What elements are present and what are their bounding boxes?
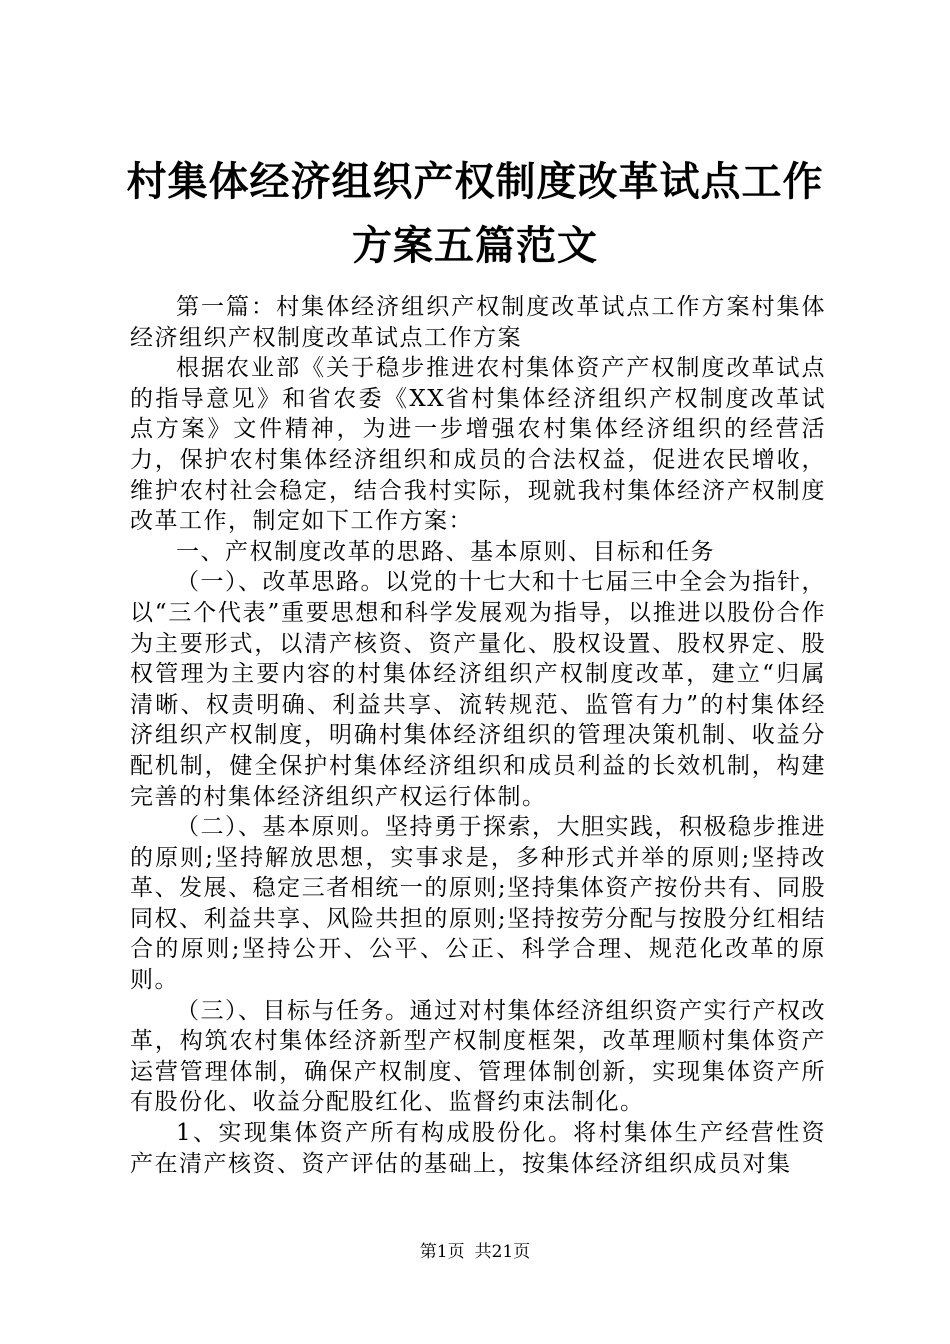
paragraph: 第一篇：村集体经济组织产权制度改革试点工作方案村集体经济组织产权制度改革试点工作方案 <box>130 294 826 351</box>
paragraph: 一、产权制度改革的思路、基本原则、目标和任务 <box>176 538 715 565</box>
paragraph: 1、实现集体资产所有构成股份化。将村集体生产经营性资产在清产核资、资产评估的基础上，按集体经济组织成员对集 <box>130 1120 826 1177</box>
page-footer <box>0 1240 950 1264</box>
document-title: 村集体经济组织产权制度改革试点工作方案五篇范文 <box>126 159 824 269</box>
page-number: 第1页 <box>419 1242 465 1262</box>
document-body <box>130 292 826 1179</box>
paragraph: （一）、改革思路。以党的十七大和十七届三中全会为指针，以“三个代表”重要思想和科学发展观为指导，以推进以股份合作为主要形式，以清产核资、资产量化、股权设置、股权界定、股权管理为主要内容的村集体经济组织产权制度改革，建立“归属清晰、权责明确、利益共享、流转规范、监管有力”的村集体经济组织产权制度，明确村集体经济组织的管理决策机制、收益分配机制，健全保护村集体经济组织和成员利益的长效机制，构建完善的村集体经济组织产权运行体制。 <box>130 569 826 810</box>
paragraph: （二）、基本原则。坚持勇于探索，大胆实践，积极稳步推进的原则;坚持解放思想，实事求是，多种形式并举的原则;坚持改革、发展、稳定三者相统一的原则;坚持集体资产按份共有、同股同权、利益共享、风险共担的原则;坚持按劳分配与按股分红相结合的原则;坚持公开、公平、公正、科学合理、规范化改革的原则。 <box>130 814 826 994</box>
paragraph: 根据农业部《关于稳步推进农村集体资产产权制度改革试点的指导意见》和省农委《XX省村集体经济组织产权制度改革试点方案》文件精神，为进一步增强农村集体经济组织的经营活力，保护农村集体经济组织和成员的合法权益，促进农民增收，维护农村社会稳定，结合我村实际，现就我村集体经济产权制度改革工作，制定如下工作方案： <box>130 355 826 535</box>
page-total: 共21页 <box>474 1242 531 1262</box>
paragraph: （三）、目标与任务。通过对村集体经济组织资产实行产权改革，构筑农村集体经济新型产权制度框架，改革理顺村集体资产运营管理体制，确保产权制度、管理体制创新，实现集体资产所有股份化、收益分配股红化、监督约束法制化。 <box>130 997 826 1116</box>
